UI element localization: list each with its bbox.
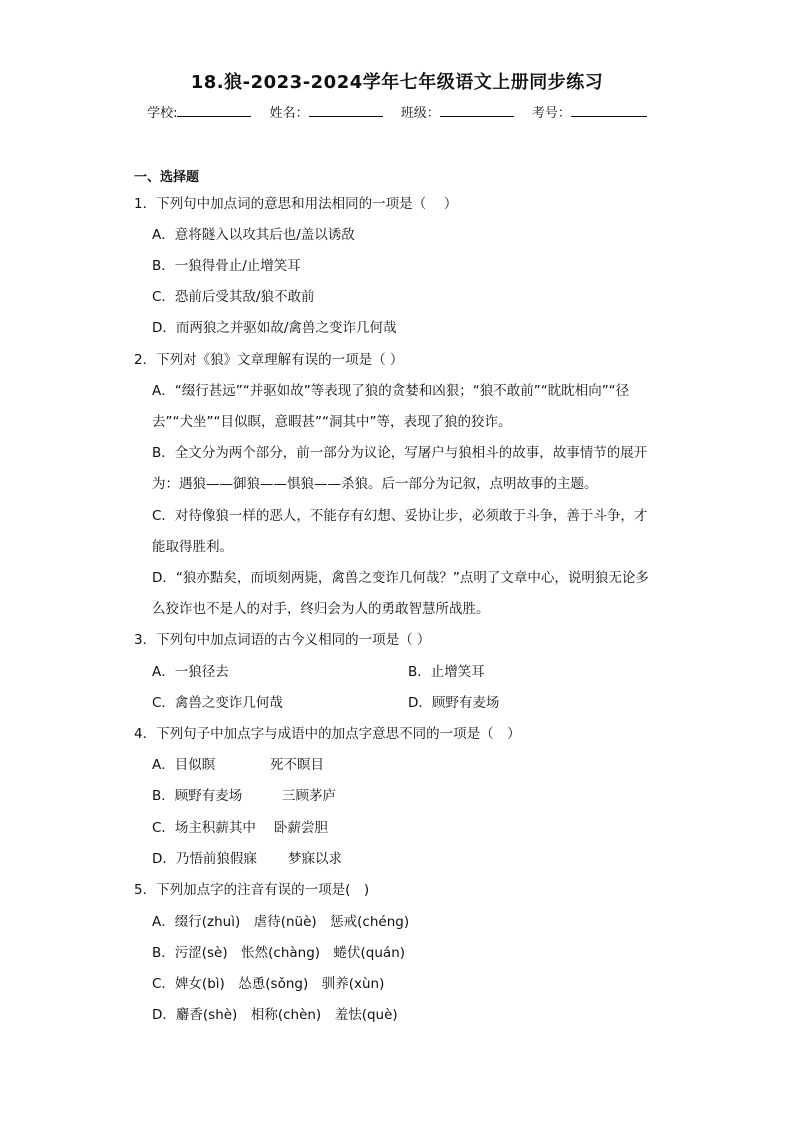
q5-stem: 5．下列加点字的注音有误的一项是( ) [134, 882, 370, 898]
q2-option-b-line1: B．全文分为两个部分，前一部分为议论，写屠户与狼相斗的故事，故事情节的展开 [152, 445, 648, 461]
q2-option-b-line2: 为：遇狼——御狼——惧狼——杀狼。后一部分为记叙，点明故事的主题。 [152, 476, 598, 492]
section-heading: 一、选择题 [134, 170, 200, 185]
q2-option-a-line1: A．“缀行甚远”“并驱如故”等表现了狼的贪婪和凶狠；“狼不敢前”“眈眈相向”“径 [152, 383, 630, 399]
q4-option-a-idiom: 死不瞑目 [270, 757, 324, 773]
q4-option-b-sentence: B．顾野有麦场 [152, 788, 243, 804]
q2-option-d-line2: 么狡诈也不是人的对手，终归会为人的勇敢智慧所战胜。 [152, 601, 490, 617]
q4-option-d [152, 847, 257, 867]
q2-option-a-line2: 去”“犬坐”“目似瞑，意暇甚”“洞其中”等，表现了狼的狡诈。 [152, 414, 512, 430]
q3-option-b: B．止增笑耳 [408, 664, 485, 680]
q2-option-c-line1: C．对待像狼一样的恶人，不能存有幻想、妥协让步，必须敢于斗争，善于斗争，才 [152, 508, 648, 524]
q5-option-a: A．缀行(zhuì) 虐待(nüè) 惩戒(chéng) [152, 914, 410, 930]
page-title: 18.狼-2023-2024学年七年级语文上册同步练习 [190, 72, 604, 93]
class-blank[interactable] [440, 104, 514, 117]
q1-option-a: A．意将隧入以攻其后也/盖以诱敌 [152, 227, 355, 243]
q4-option-c-idiom: 卧薪尝胆 [274, 820, 328, 836]
q3-option-d: D．顾野有麦场 [408, 695, 500, 711]
q1-option-c: C．恐前后受其敌/狼不敢前 [152, 289, 315, 305]
q2-option-c-line2: 能取得胜利。 [152, 539, 233, 555]
name-label: 姓名： [269, 106, 309, 121]
class-label: 班级： [400, 106, 440, 121]
q3-option-a: A．一狼径去 [152, 664, 229, 680]
number-label: 考号： [531, 106, 571, 121]
q4-option-a-sentence: A．目似瞑 [152, 757, 216, 773]
q4-stem: 4．下列句子中加点字与成语中的加点字意思不同的一项是（ ） [134, 726, 521, 742]
q4-option-c-sentence: C．场主积薪其中 [152, 820, 256, 836]
q4-option-b-idiom: 三顾茅庐 [282, 788, 336, 804]
q1-option-b: B．一狼得骨止/止增笑耳 [152, 258, 301, 274]
q2-option-d-line1: D．“狼亦黠矣，而顷刻两毙，禽兽之变诈几何哉？”点明了文章中心，说明狼无论多 [152, 570, 649, 586]
q3-stem: 3．下列句中加点词语的古今义相同的一项是（ ） [134, 632, 431, 648]
number-blank[interactable] [571, 104, 647, 117]
q4-option-b [152, 784, 242, 804]
q5-option-b: B．污涩(sè) 怅然(chàng) 蜷伏(quán) [152, 945, 406, 961]
q5-option-c: C．婢女(bì) 怂恿(sǒng) 驯养(xùn) [152, 976, 385, 992]
school-label: 学校: [147, 106, 178, 121]
q3-option-c: C．禽兽之变诈几何哉 [152, 695, 283, 711]
q1-option-d: D．而两狼之并驱如故/禽兽之变诈几何哉 [152, 320, 397, 336]
q4-option-d-sentence: D．乃悟前狼假寐 [152, 851, 257, 867]
q4-option-d-idiom: 梦寐以求 [288, 851, 342, 867]
name-blank[interactable] [309, 104, 383, 117]
q4-option-c [152, 816, 256, 836]
student-info-line [0, 102, 794, 121]
q5-option-d: D．麝香(shè) 相称(chèn) 羞怯(què) [152, 1007, 398, 1023]
q1-stem: 1．下列句中加点词的意思和用法相同的一项是（ ） [134, 196, 458, 212]
q4-option-a [152, 753, 215, 773]
q2-stem: 2．下列对《狼》文章理解有误的一项是（ ） [134, 352, 404, 368]
school-blank[interactable] [177, 104, 251, 117]
